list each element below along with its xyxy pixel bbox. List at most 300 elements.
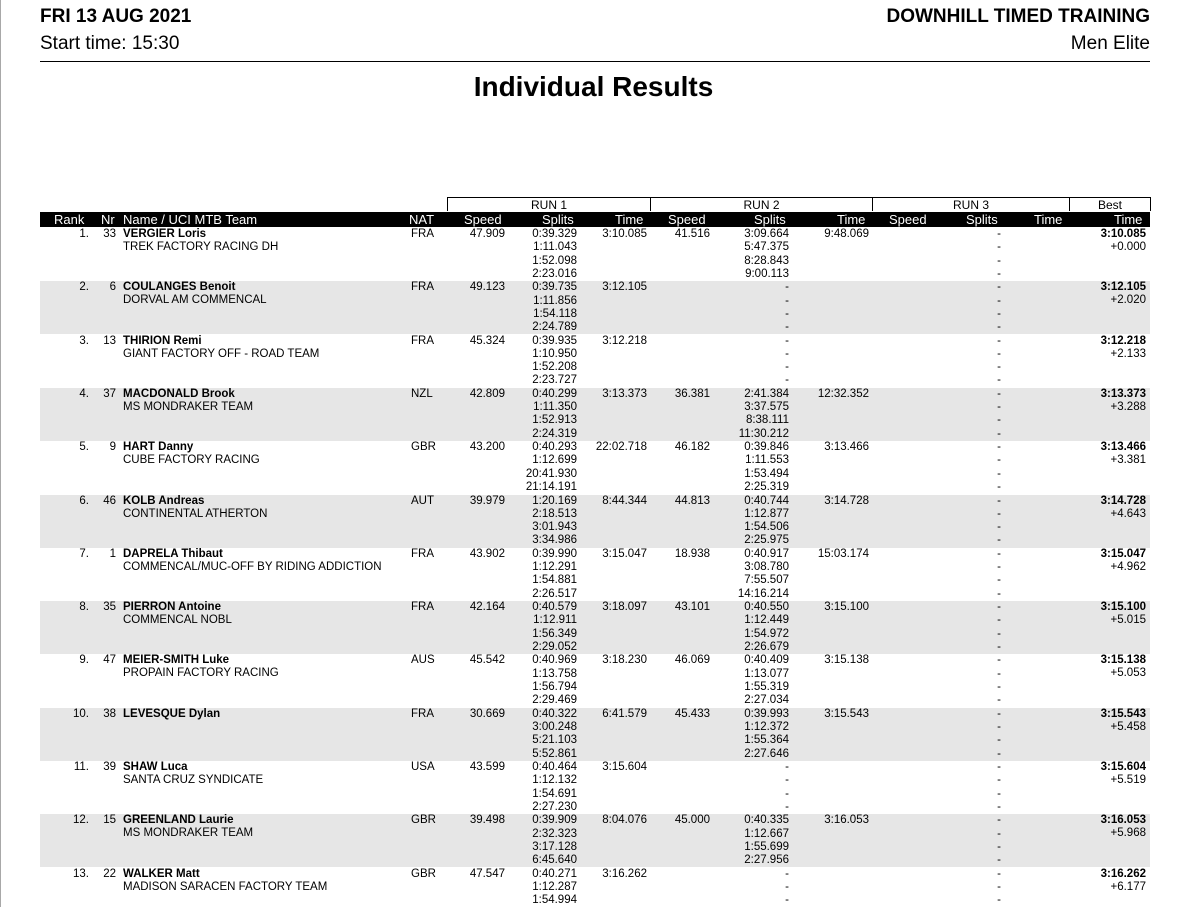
split-value: 1:12.372	[744, 720, 789, 733]
split-value: 8:28.843	[744, 254, 789, 267]
result-row	[40, 814, 1150, 867]
split-value: -	[997, 800, 1001, 813]
split-value: -	[997, 267, 1001, 280]
nr-cell: 46	[103, 494, 116, 507]
result-row	[40, 548, 1150, 601]
splits2-cell	[744, 228, 789, 281]
gap-cell: +0.000	[1110, 241, 1146, 253]
split-value: -	[997, 747, 1001, 760]
split-value: -	[997, 601, 1001, 614]
category: Men Elite	[1070, 33, 1150, 54]
split-value: 0:40.464	[532, 761, 577, 773]
nat-cell: FRA	[411, 707, 434, 720]
split-value: 0:39.735	[532, 281, 577, 294]
split-value: 2:27.646	[744, 747, 789, 760]
splits2-cell	[744, 654, 789, 707]
split-value: -	[785, 761, 789, 773]
split-value: 1:55.364	[744, 734, 789, 747]
team-name: SANTA CRUZ SYNDICATE	[123, 774, 264, 786]
rank-cell: 6.	[79, 494, 89, 507]
nat-cell: GBR	[411, 867, 436, 880]
time2-cell: 9:48.069	[824, 228, 869, 240]
time1-cell: 22:02.718	[595, 441, 647, 454]
speed1-cell: 47.909	[469, 228, 505, 240]
group-run3: RUN 3	[872, 197, 1070, 211]
split-value: 1:12.877	[744, 507, 789, 520]
split-value: -	[997, 640, 1001, 653]
split-value: 2:26.517	[532, 587, 577, 600]
split-value: -	[997, 281, 1001, 294]
split-value: 0:40.917	[744, 547, 789, 560]
best-time: 3:13.466	[1100, 441, 1146, 454]
split-value: 0:40.271	[532, 867, 577, 880]
rank-cell: 12.	[73, 814, 89, 827]
split-value: 1:10.950	[532, 347, 577, 360]
split-value: -	[997, 454, 1001, 467]
time1-cell: 3:13.373	[602, 387, 647, 400]
rank-cell: 10.	[73, 707, 89, 720]
split-value: 0:39.846	[744, 441, 789, 454]
rank-cell: 11.	[73, 761, 89, 773]
col-speed3: Speed	[889, 212, 927, 227]
split-value: 0:39.990	[532, 547, 577, 560]
splits3-cell	[992, 601, 1006, 654]
speed2-cell: 18.938	[674, 547, 710, 560]
split-value: 2:29.052	[532, 640, 577, 653]
split-value: 2:18.513	[532, 507, 577, 520]
time1-cell: 3:15.047	[602, 547, 647, 560]
split-value: -	[785, 361, 789, 374]
speed2-cell: 45.433	[674, 707, 710, 720]
splits2-cell	[785, 335, 789, 388]
splits2-cell	[785, 281, 789, 334]
split-value: 1:12.449	[744, 614, 789, 627]
split-value: 14:16.214	[737, 587, 789, 600]
splits3-cell	[992, 495, 1006, 548]
result-row	[40, 228, 1150, 281]
split-value: -	[997, 334, 1001, 347]
gap-cell: +4.643	[1110, 507, 1146, 520]
team-name: MADISON SARACEN FACTORY TEAM	[123, 880, 328, 893]
split-value: 3:09.664	[744, 228, 789, 240]
best-time: 3:14.728	[1100, 494, 1146, 507]
split-value: 6:45.640	[532, 854, 577, 867]
split-value: -	[785, 307, 789, 320]
split-value: 0:40.322	[532, 707, 577, 720]
split-value: 1:55.699	[744, 840, 789, 853]
split-value: 0:40.969	[532, 654, 577, 667]
nr-cell: 47	[103, 654, 116, 667]
splits2-cell	[744, 708, 789, 761]
gap-cell: +2.020	[1110, 294, 1146, 307]
splits1-cell	[532, 388, 577, 441]
split-value: 3:00.248	[532, 720, 577, 733]
split-value: 1:11.856	[533, 294, 577, 307]
split-value: 0:40.293	[532, 441, 577, 454]
splits1-cell	[532, 335, 577, 388]
speed1-cell: 39.498	[469, 814, 505, 827]
split-value: 0:39.909	[532, 814, 577, 827]
splits2-cell	[744, 495, 789, 548]
gap-cell: +5.053	[1110, 667, 1146, 680]
split-value: -	[997, 614, 1001, 627]
best-time: 3:15.138	[1100, 654, 1146, 667]
nr-cell: 38	[103, 707, 116, 720]
splits1-cell	[532, 868, 577, 908]
col-speed2: Speed	[668, 212, 706, 227]
time1-cell: 3:15.604	[602, 761, 647, 773]
team-name: DORVAL AM COMMENCAL	[123, 294, 267, 307]
split-value: 2:26.679	[744, 640, 789, 653]
split-value: -	[997, 347, 1001, 360]
splits2-cell	[785, 868, 789, 908]
rider-name: VERGIER Loris	[123, 228, 207, 240]
split-value: 1:13.077	[744, 667, 789, 680]
split-value: 5:52.861	[532, 747, 577, 760]
split-value: -	[785, 281, 789, 294]
gap-cell: +5.519	[1110, 774, 1146, 786]
splits3-cell	[992, 548, 1006, 601]
team-name: COMMENCAL/MUC-OFF BY RIDING ADDICTION	[123, 560, 382, 573]
column-header-row	[40, 212, 1150, 227]
event-name: DOWNHILL TIMED TRAINING	[886, 6, 1150, 27]
splits3-cell	[992, 708, 1006, 761]
split-value: -	[997, 427, 1001, 440]
nat-cell: GBR	[411, 814, 436, 827]
splits2-cell	[744, 601, 789, 654]
gap-cell: +5.015	[1110, 614, 1146, 627]
speed1-cell: 45.324	[469, 334, 505, 347]
split-value: 8:38.111	[745, 414, 789, 427]
team-name: MS MONDRAKER TEAM	[123, 400, 254, 413]
split-value: 1:20.169	[532, 494, 577, 507]
result-row	[40, 761, 1150, 814]
time1-cell: 3:16.262	[602, 867, 647, 880]
splits3-cell	[992, 761, 1006, 814]
best-time: 3:12.105	[1100, 281, 1146, 294]
split-value: 0:39.935	[532, 334, 577, 347]
rider-name: LEVESQUE Dylan	[123, 707, 221, 720]
nat-cell: FRA	[411, 228, 434, 240]
rider-name: COULANGES Benoit	[123, 281, 236, 294]
split-value: 3:01.943	[532, 521, 577, 534]
split-value: -	[997, 587, 1001, 600]
split-value: 0:40.550	[744, 601, 789, 614]
col-speed1: Speed	[464, 212, 502, 227]
rider-name: HART Danny	[123, 441, 194, 454]
split-value: 5:21.103	[532, 734, 577, 747]
split-value: -	[997, 840, 1001, 853]
nr-cell: 39	[103, 761, 116, 773]
rank-cell: 1.	[79, 228, 89, 240]
split-value: 3:37.575	[744, 401, 789, 414]
rider-name: PIERRON Antoine	[123, 601, 221, 614]
splits1-cell	[532, 654, 577, 707]
splits1-cell	[532, 601, 577, 654]
best-time: 3:15.543	[1100, 707, 1146, 720]
split-value: -	[997, 294, 1001, 307]
split-value: 2:24.789	[532, 321, 577, 334]
split-value: 1:54.118	[533, 307, 577, 320]
nr-cell: 35	[103, 601, 116, 614]
speed2-cell: 46.182	[674, 441, 710, 454]
splits3-cell	[992, 868, 1006, 908]
split-value: -	[997, 880, 1001, 893]
time2-cell: 3:15.543	[824, 707, 869, 720]
rider-name: MEIER-SMITH Luke	[123, 654, 230, 667]
split-value: 1:54.506	[744, 521, 789, 534]
rank-cell: 2.	[79, 281, 89, 294]
nat-cell: AUS	[411, 654, 435, 667]
split-value: 1:52.098	[532, 254, 577, 267]
splits3-cell	[992, 654, 1006, 707]
split-value: -	[785, 347, 789, 360]
splits3-cell	[992, 335, 1006, 388]
rank-cell: 9.	[79, 654, 89, 667]
split-value: 2:27.230	[532, 800, 577, 813]
nat-cell: NZL	[411, 387, 433, 400]
best-time: 3:15.604	[1100, 761, 1146, 773]
time1-cell: 3:12.218	[602, 334, 647, 347]
rank-cell: 7.	[79, 547, 89, 560]
col-time2: Time	[837, 212, 866, 227]
result-row	[40, 495, 1150, 548]
team-name: MS MONDRAKER TEAM	[123, 827, 254, 840]
result-row	[40, 335, 1150, 388]
split-value: 2:29.469	[532, 694, 577, 707]
col-splits2: Splits	[754, 212, 786, 227]
split-value: 5:47.375	[744, 241, 789, 254]
nat-cell: FRA	[411, 601, 434, 614]
split-value: -	[997, 547, 1001, 560]
page-title: Individual Results	[473, 71, 714, 102]
best-time: 3:15.100	[1100, 601, 1146, 614]
split-value: -	[997, 720, 1001, 733]
team-name: PROPAIN FACTORY RACING	[123, 667, 279, 680]
nat-cell: USA	[411, 761, 435, 773]
speed1-cell: 43.200	[469, 441, 505, 454]
split-value: -	[997, 561, 1001, 574]
split-value: -	[997, 361, 1001, 374]
group-run1: RUN 1	[447, 197, 651, 211]
split-value: 1:52.913	[532, 414, 577, 427]
col-rank: Rank	[54, 212, 85, 227]
rider-name: THIRION Remi	[123, 334, 202, 347]
split-value: -	[997, 667, 1001, 680]
time1-cell: 8:44.344	[602, 494, 647, 507]
split-value: 0:39.993	[744, 707, 789, 720]
split-value: 3:08.780	[744, 561, 789, 574]
nat-cell: FRA	[411, 334, 434, 347]
split-value: 3:17.128	[532, 840, 577, 853]
team-name: CONTINENTAL ATHERTON	[123, 507, 268, 520]
split-value: 1:53.494	[744, 467, 789, 480]
speed1-cell: 39.979	[469, 494, 505, 507]
split-value: -	[997, 574, 1001, 587]
gap-cell: +3.381	[1110, 454, 1146, 467]
split-value: 1:12.287	[532, 880, 577, 893]
start-time: Start time: 15:30	[40, 33, 180, 54]
time1-cell: 3:12.105	[602, 281, 647, 294]
speed1-cell: 49.123	[469, 281, 505, 294]
splits1-cell	[526, 441, 577, 494]
rider-name: DAPRELA Thibaut	[123, 547, 223, 560]
speed1-cell: 45.542	[469, 654, 505, 667]
best-time: 3:16.053	[1100, 814, 1146, 827]
split-value: -	[997, 761, 1001, 773]
rider-name: GREENLAND Laurie	[123, 814, 234, 827]
result-row	[40, 868, 1150, 921]
team-name: CUBE FACTORY RACING	[123, 454, 260, 467]
group-run2: RUN 2	[650, 197, 873, 211]
split-value: 0:40.409	[744, 654, 789, 667]
col-splits1: Splits	[542, 212, 574, 227]
rider-name: SHAW Luca	[123, 761, 188, 773]
splits2-cell	[744, 441, 789, 494]
split-value: -	[997, 387, 1001, 400]
split-value: -	[997, 401, 1001, 414]
result-row	[40, 388, 1150, 441]
split-value: 0:40.744	[744, 494, 789, 507]
speed1-cell: 43.902	[469, 547, 505, 560]
result-row	[40, 708, 1150, 761]
split-value: 1:13.758	[532, 667, 577, 680]
split-value: 1:54.881	[532, 574, 577, 587]
splits2-cell	[738, 548, 789, 601]
split-value: 11:30.212	[738, 427, 789, 440]
time1-cell: 8:04.076	[602, 814, 647, 827]
split-value: 2:27.956	[744, 854, 789, 867]
time2-cell: 3:15.138	[824, 654, 869, 667]
page-header	[40, 5, 1150, 62]
split-value: -	[997, 894, 1001, 907]
split-value: -	[785, 800, 789, 813]
splits1-cell	[532, 761, 577, 814]
nat-cell: FRA	[411, 547, 434, 560]
split-value: -	[997, 254, 1001, 267]
split-value: 1:11.043	[533, 241, 577, 254]
split-value: 2:23.727	[532, 374, 577, 387]
split-value: -	[997, 414, 1001, 427]
split-value: 3:34.986	[532, 534, 577, 547]
speed2-cell: 46.069	[674, 654, 710, 667]
split-value: 1:11.553	[745, 454, 789, 467]
splits2-cell	[744, 814, 789, 867]
split-value: 0:40.299	[532, 387, 577, 400]
split-value: 9:00.113	[745, 267, 789, 280]
page-edge	[0, 0, 1, 907]
split-value: 1:54.691	[532, 787, 577, 800]
best-time: 3:13.373	[1100, 387, 1146, 400]
split-value: -	[997, 654, 1001, 667]
split-value: 1:54.994	[532, 894, 577, 907]
col-name: Name / UCI MTB Team	[123, 212, 258, 227]
split-value: -	[997, 441, 1001, 454]
speed1-cell: 43.599	[469, 761, 505, 773]
split-value: -	[997, 241, 1001, 254]
split-value: 1:12.291	[532, 561, 577, 574]
result-row	[40, 281, 1150, 334]
speed1-cell: 47.547	[469, 867, 505, 880]
split-value: -	[997, 507, 1001, 520]
splits1-cell	[532, 495, 577, 548]
speed2-cell: 44.813	[674, 494, 710, 507]
gap-cell: +3.288	[1110, 400, 1146, 413]
split-value: 1:56.794	[532, 680, 577, 693]
result-row	[40, 441, 1150, 494]
split-value: 1:54.972	[744, 627, 789, 640]
rank-cell: 5.	[79, 441, 89, 454]
nr-cell: 22	[103, 867, 116, 880]
split-value: -	[785, 374, 789, 387]
split-value: -	[997, 854, 1001, 867]
col-splits3: Splits	[966, 212, 998, 227]
split-value: -	[997, 814, 1001, 827]
best-time: 3:10.085	[1100, 228, 1146, 240]
split-value: -	[997, 827, 1001, 840]
team-name: COMMENCAL NOBL	[123, 614, 232, 627]
speed2-cell: 41.516	[674, 228, 710, 240]
rank-cell: 4.	[79, 387, 89, 400]
split-value: -	[997, 467, 1001, 480]
event-date: FRI 13 AUG 2021	[40, 6, 192, 27]
rank-cell: 8.	[79, 601, 89, 614]
best-time: 3:15.047	[1100, 547, 1146, 560]
split-value: -	[997, 521, 1001, 534]
split-value: -	[997, 694, 1001, 707]
split-value: 1:55.319	[744, 680, 789, 693]
nr-cell: 33	[103, 228, 116, 240]
split-value: 2:23.016	[532, 267, 577, 280]
splits1-cell	[532, 548, 577, 601]
nat-cell: FRA	[411, 281, 434, 294]
split-value: -	[997, 774, 1001, 787]
rider-name: WALKER Matt	[123, 867, 200, 880]
gap-cell: +5.458	[1110, 720, 1146, 733]
split-value: 0:39.329	[532, 228, 577, 240]
split-value: 7:55.507	[744, 574, 789, 587]
time2-cell: 3:15.100	[824, 601, 869, 614]
splits3-cell	[992, 441, 1006, 494]
split-value: 0:40.335	[744, 814, 789, 827]
group-best: Best	[1069, 197, 1151, 211]
time2-cell: 12:32.352	[817, 387, 869, 400]
splits1-cell	[532, 281, 577, 334]
split-value: -	[785, 294, 789, 307]
split-value: -	[997, 787, 1001, 800]
splits3-cell	[992, 228, 1006, 281]
speed2-cell: 43.101	[674, 601, 710, 614]
col-time1: Time	[615, 212, 644, 227]
team-name: GIANT FACTORY OFF - ROAD TEAM	[123, 347, 320, 360]
rider-name: KOLB Andreas	[123, 494, 205, 507]
splits3-cell	[992, 814, 1006, 867]
col-nr: Nr	[101, 212, 115, 227]
split-value: -	[785, 334, 789, 347]
rider-name: MACDONALD Brook	[123, 387, 235, 400]
split-value: 0:40.579	[532, 601, 577, 614]
nr-cell: 13	[103, 334, 116, 347]
split-value: -	[997, 627, 1001, 640]
split-value: 2:27.034	[744, 694, 789, 707]
speed1-cell: 42.164	[469, 601, 505, 614]
splits1-cell	[532, 228, 577, 281]
split-value: 20:41.930	[525, 467, 577, 480]
split-value: 1:12.132	[532, 774, 577, 787]
split-value: 2:25.975	[744, 534, 789, 547]
split-value: -	[997, 680, 1001, 693]
splits2-cell	[739, 388, 789, 441]
